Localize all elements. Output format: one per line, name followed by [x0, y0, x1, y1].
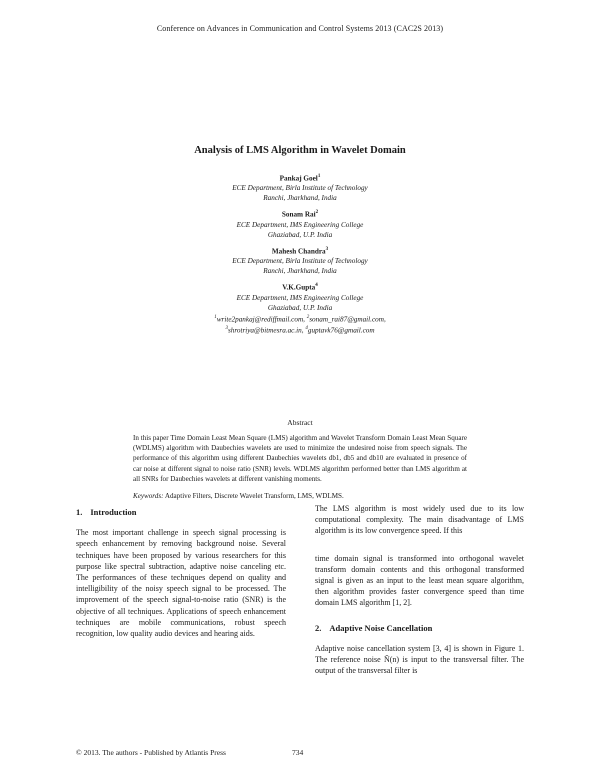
author-location: Ranchi, Jharkhand, India	[263, 267, 337, 276]
author-name: V.K.Gupta$^4$	[282, 283, 318, 292]
author-department: ECE Department, Birla Institute of Technology	[232, 184, 368, 193]
left-column	[76, 507, 286, 650]
author-3	[0, 245, 600, 276]
author-location: Ranchi, Jharkhand, India	[263, 194, 337, 203]
author-name: Sonam Rai$^2$	[281, 210, 319, 219]
section-heading-adaptive-noise-cancellation: 2. Adaptive Noise Cancellation	[315, 622, 433, 633]
author-emails	[0, 313, 600, 336]
intro-paragraph: The most important challenge in speech signal processing is speech enhancement by removing background noise. Several techniques have been proposed by various researchers for this purpose like spectral subtraction, adaptive noise canceling etc. The performances of these techniques depend on quality and intelligibility of the noisy speech signal to be processed. The improvement of the speech signal-to-noise ratio (SNR) is the objective of all techniques. Applications of speech enhancement techniques are mobile communications, robust speech recognition, low quality audio devices and hearing aids.	[76, 528, 286, 639]
email-4: guptavk76@gmail.com	[307, 326, 375, 335]
section-heading-introduction: 1. Introduction	[76, 507, 137, 517]
author-2	[0, 208, 600, 239]
author-4	[0, 281, 600, 312]
right-column	[315, 503, 524, 687]
email-line-1: $^1$write2pankaj@rediffmail.com, $^2$sonam_rai87@gmail.com,	[214, 314, 386, 323]
author-department: ECE Department, IMS Engineering College	[236, 220, 364, 229]
email-3: shrotriya@bitmesra.ac.in,	[227, 326, 306, 335]
author-name: Mahesh Chandra$^3$	[271, 246, 329, 256]
keywords	[133, 492, 467, 500]
author-name: Pankaj Goel$^1$	[279, 174, 321, 183]
abstract-text: In this paper Time Domain Least Mean Square (LMS) algorithm and Wavelet Transform Domain Least Mean Square (WDLMS) algorithm with Daubechies wavelets are used to minimize the undesired noise from speech signals. The performance of this algorithm using different Daubechies wavelets db1, db5 and db10 are evaluated in presence of car noise at different signal to noise ratio (SNR) levels. WDLMS algorithm performed better than LMS algorithm at all SNRs for Daubechies wavelets at different vanishing moments.	[133, 434, 467, 483]
email-1: write2pankaj@rediffmail.com,	[216, 314, 307, 323]
author-1	[0, 172, 600, 203]
page-number: 734	[292, 748, 304, 757]
author-location: Ghaziabad, U.P. India	[267, 303, 333, 312]
author-department: ECE Department, Birla Institute of Technology	[232, 257, 368, 266]
conference-header: Conference on Advances in Communication and Control Systems 2013 (CAC2S 2013)	[156, 24, 444, 33]
right-paragraph-1: The LMS algorithm is most widely used due to its low computational complexity. The main disadvantage of LMS algorithm is its low convergence speed. If this	[315, 504, 524, 536]
keywords-list: Adaptive Filters, Discrete Wavelet Transform, LMS, WDLMS.	[163, 492, 344, 500]
author-location: Ghaziabad, U.P. India	[267, 230, 333, 239]
email-line-2: $^3$shrotriya@bitmesra.ac.in, $^4$guptavk76@gmail.com	[225, 325, 375, 335]
right-paragraph-2: time domain signal is transformed into orthogonal wavelet transform domain contents and this orthogonal transformed signal is given as an input to the least mean square algorithm, then algorithm provides faster convergence speed than time domain LMS algorithm [1, 2].	[315, 553, 524, 608]
paper-title: Analysis of LMS Algorithm in Wavelet Domain	[194, 145, 406, 156]
anc-paragraph: Adaptive noise cancellation system [3, 4] is shown in Figure 1. The reference noise Ñ(n) is input to the transversal filter. The output of the transversal filter is	[315, 643, 524, 676]
author-list	[0, 172, 600, 335]
footer-copyright: © 2013. The authors - Published by Atlantis Press	[76, 748, 226, 757]
email-2: sonam_rai87@gmail.com,	[309, 314, 386, 323]
keywords-label: Keywords:	[133, 492, 164, 500]
author-department: ECE Department, IMS Engineering College	[236, 293, 364, 302]
abstract-heading: Abstract	[287, 418, 313, 427]
